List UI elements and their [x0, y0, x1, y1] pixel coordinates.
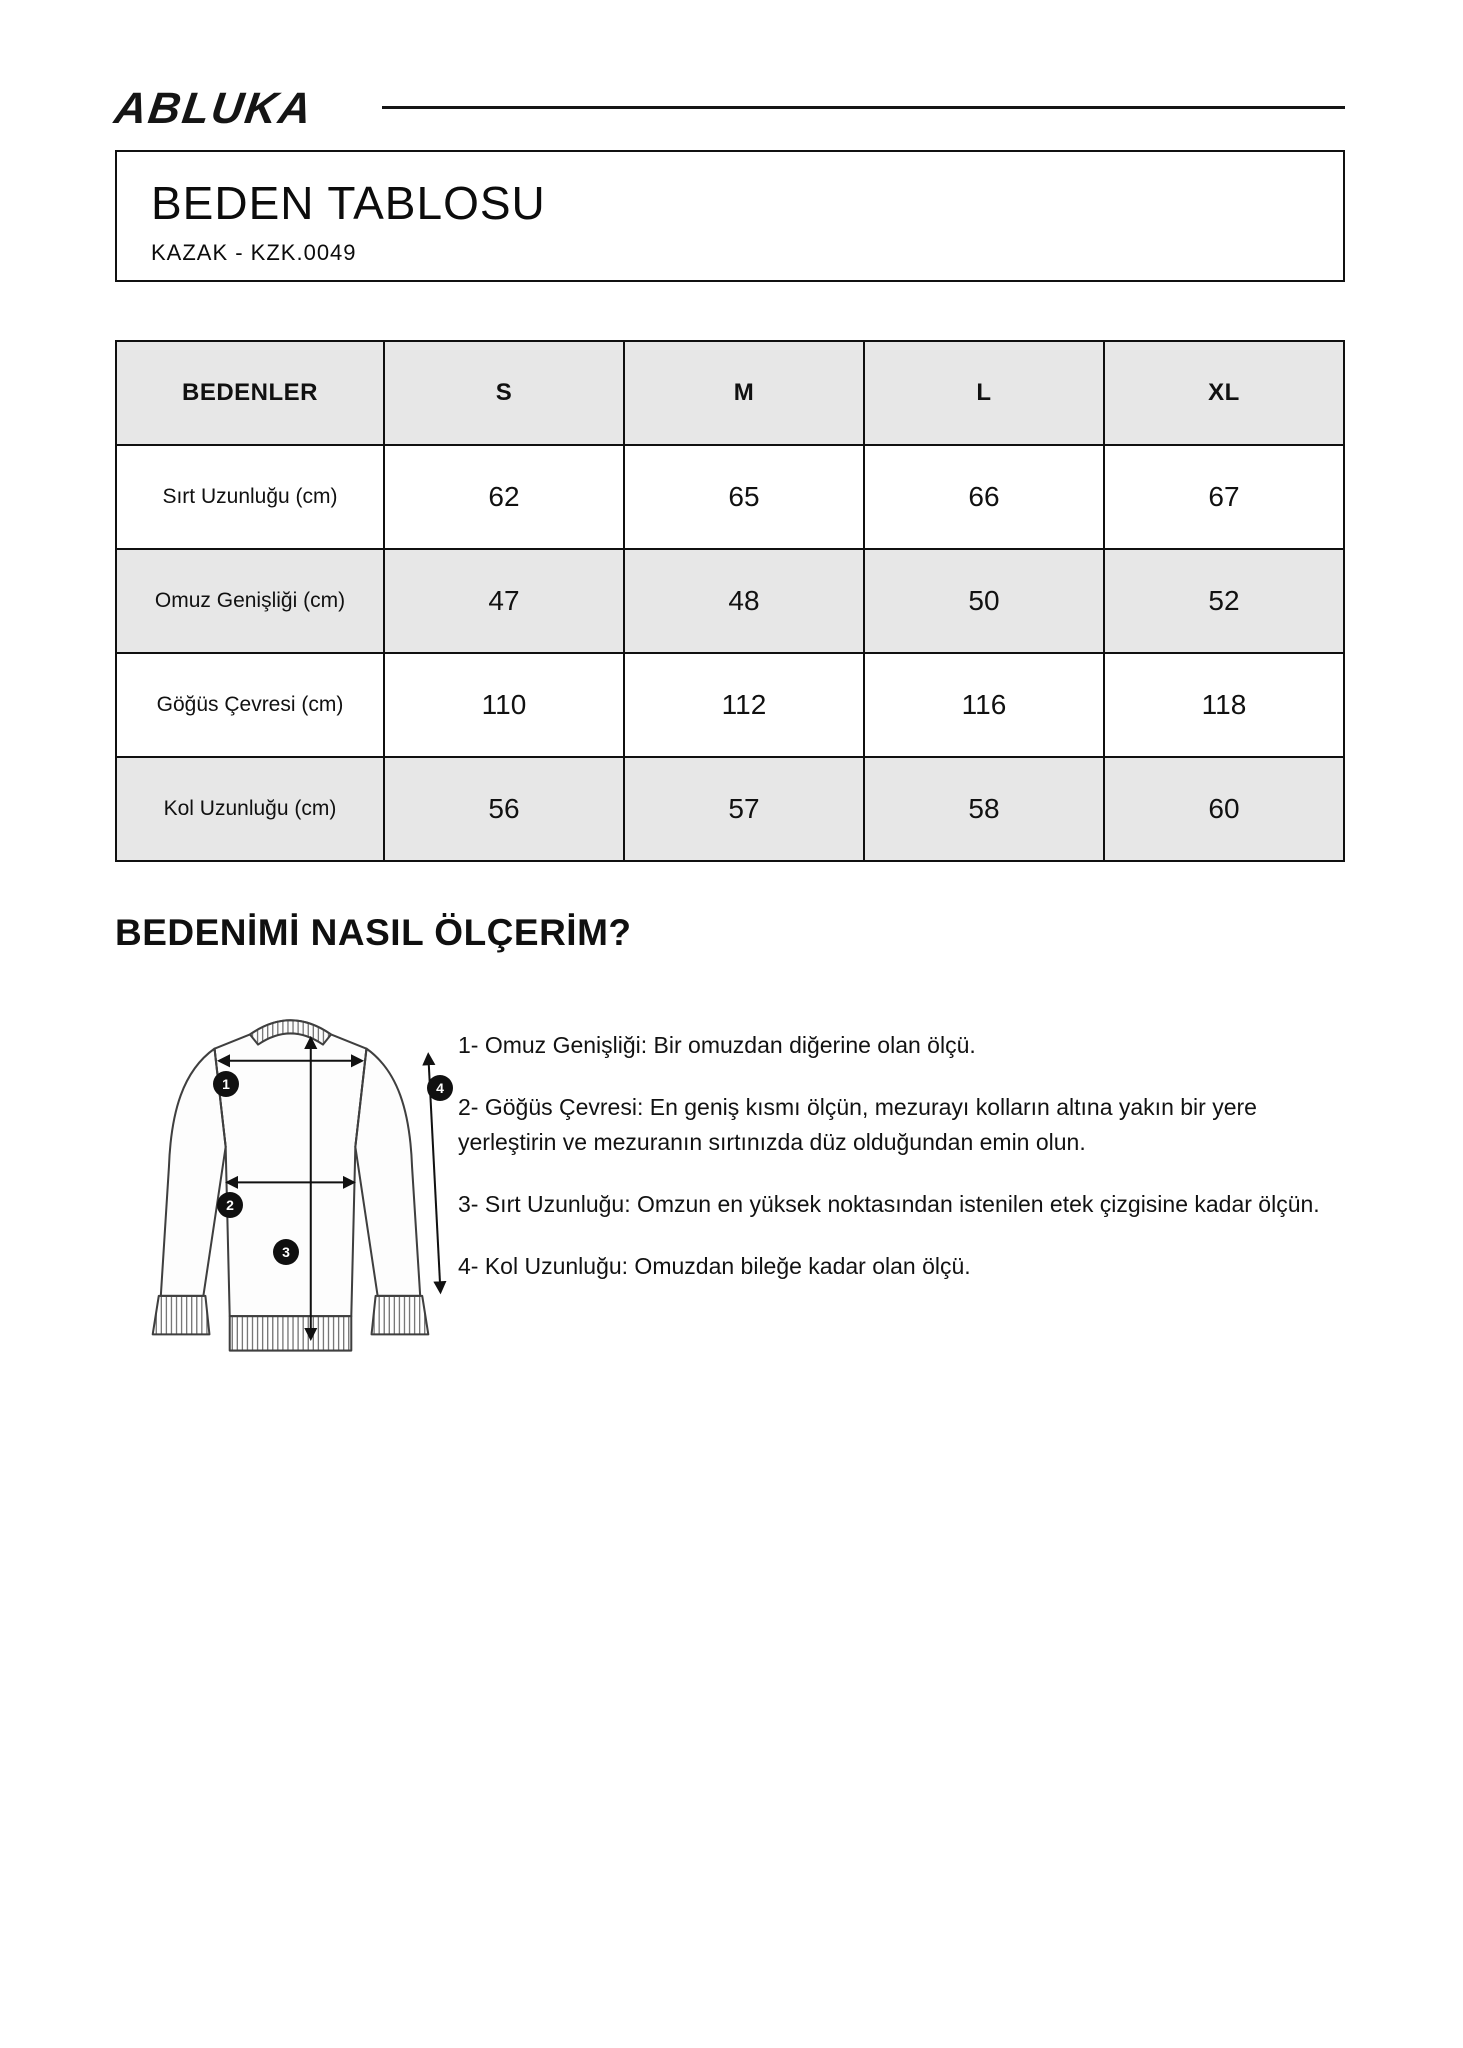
cell-value: 118: [1104, 653, 1344, 757]
product-code: KAZAK - KZK.0049: [151, 240, 357, 265]
row-label: Sırt Uzunluğu (cm): [116, 445, 384, 549]
size-table: [115, 340, 1345, 862]
header-divider-line: [382, 106, 1345, 109]
instruction-chest: 2- Göğüs Çevresi: En geniş kısmı ölçün, mezurayı kolların altına yakın bir yere yerleştirin ve mezuranın sırtınızda düz olduğundan emin olun.: [458, 1094, 1257, 1155]
size-table-header-row: [116, 341, 1344, 445]
row-label: Omuz Genişliği (cm): [116, 549, 384, 653]
cell-value: 67: [1104, 445, 1344, 549]
diagram-marker-4: [427, 1075, 453, 1101]
marker-number: 4: [436, 1080, 444, 1096]
cell-value: 48: [624, 549, 864, 653]
row-label: Kol Uzunluğu (cm): [116, 757, 384, 861]
section-heading-how-to-measure: BEDENİMİ NASIL ÖLÇERİM?: [115, 912, 632, 953]
cell-value: 112: [624, 653, 864, 757]
diagram-marker-1: [213, 1071, 239, 1097]
row-label: Göğüs Çevresi (cm): [116, 653, 384, 757]
cell-value: 50: [864, 549, 1104, 653]
title-box: [115, 150, 1345, 282]
marker-number: 2: [226, 1197, 234, 1213]
diagram-marker-2: [217, 1192, 243, 1218]
column-header-bedenler: BEDENLER: [116, 341, 384, 445]
cell-value: 57: [624, 757, 864, 861]
brand-logo: ABLUKA: [111, 84, 317, 133]
table-row: [116, 757, 1344, 861]
table-row: [116, 445, 1344, 549]
cell-value: 60: [1104, 757, 1344, 861]
cell-value: 116: [864, 653, 1104, 757]
sweater-illustration: [118, 1000, 463, 1385]
column-header-m: M: [624, 341, 864, 445]
diagram-marker-3: [273, 1239, 299, 1265]
cell-value: 52: [1104, 549, 1344, 653]
sweater-measurement-diagram: [118, 1000, 463, 1385]
cell-value: 58: [864, 757, 1104, 861]
cell-value: 47: [384, 549, 624, 653]
column-header-s: S: [384, 341, 624, 445]
measurement-instructions: [458, 1028, 1350, 1311]
marker-number: 3: [282, 1244, 290, 1260]
table-row: [116, 549, 1344, 653]
page-title: BEDEN TABLOSU: [151, 177, 546, 229]
cell-value: 65: [624, 445, 864, 549]
column-header-l: L: [864, 341, 1104, 445]
cell-value: 66: [864, 445, 1104, 549]
cell-value: 62: [384, 445, 624, 549]
cell-value: 110: [384, 653, 624, 757]
instruction-back-length: 3- Sırt Uzunluğu: Omzun en yüksek noktasından istenilen etek çizgisine kadar ölçün.: [458, 1191, 1320, 1217]
instruction-sleeve-length: 4- Kol Uzunluğu: Omuzdan bileğe kadar olan ölçü.: [458, 1253, 971, 1279]
table-row: [116, 653, 1344, 757]
instruction-shoulder: 1- Omuz Genişliği: Bir omuzdan diğerine olan ölçü.: [458, 1032, 976, 1058]
column-header-xl: XL: [1104, 341, 1344, 445]
marker-number: 1: [222, 1076, 230, 1092]
cell-value: 56: [384, 757, 624, 861]
